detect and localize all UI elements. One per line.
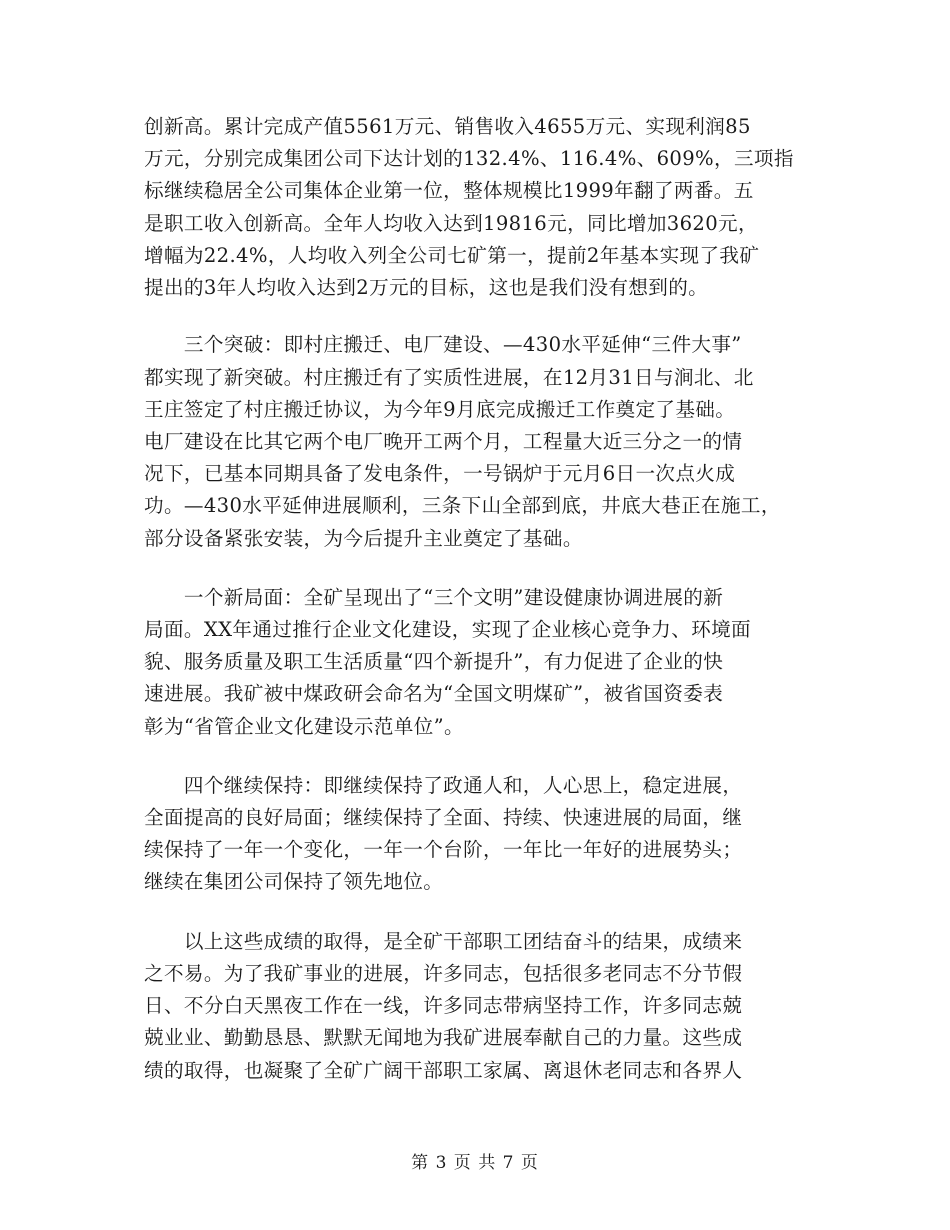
text-line: 局面。XX年通过推行企业文化建设，实现了企业核心竞争力、环境面 bbox=[144, 618, 751, 641]
text-line: 提出的3年人均收入达到2万元的目标，这也是我们没有想到的。 bbox=[144, 276, 709, 299]
text-line: 貌、服务质量及职工生活质量“四个新提升”，有力促进了企业的快 bbox=[144, 650, 724, 673]
text-line: 继续在集团公司保持了领先地位。 bbox=[144, 870, 444, 893]
text-line: 王庄签定了村庄搬迁协议，为今年9月底完成搬迁工作奠定了基础。 bbox=[144, 398, 736, 421]
text-line: 是职工收入创新高。全年人均收入达到19816元，同比增加3620元， bbox=[144, 212, 758, 235]
text-line: 增幅为22.4%，人均收入列全公司七矿第一，提前2年基本实现了我矿 bbox=[144, 244, 760, 267]
page-number-footer: 第 3 页 共 7 页 bbox=[411, 1153, 539, 1173]
paragraph-first-line: 四个继续保持：即继续保持了政通人和，人心思上，稳定进展， bbox=[144, 774, 743, 797]
text-line: 日、不分白天黑夜工作在一线，许多同志带病坚持工作，许多同志兢 bbox=[144, 994, 743, 1017]
text-line: 部分设备紧张安装，为今后提升主业奠定了基础。 bbox=[144, 527, 583, 550]
text-line: 功。—430水平延伸进展顺利，三条下山全部到底，井底大巷正在施工， bbox=[144, 494, 781, 517]
text-line: 电厂建设在比其它两个电厂晚开工两个月，工程量大近三分之一的情 bbox=[144, 430, 743, 453]
paragraph-first-line: 一个新局面：全矿呈现出了“三个文明”建设健康协调进展的新 bbox=[144, 586, 724, 609]
text-line: 绩的取得，也凝聚了全矿广阔干部职工家属、离退休老同志和各界人 bbox=[144, 1059, 743, 1082]
text-line: 标继续稳居全公司集体企业第一位，整体规模比1999年翻了两番。五 bbox=[144, 179, 754, 202]
text-line: 之不易。为了我矿事业的进展，许多同志，包括很多老同志不分节假 bbox=[144, 962, 743, 985]
paragraph-first-line: 三个突破：即村庄搬迁、电厂建设、—430水平延伸“三件大事” bbox=[144, 333, 742, 356]
text-line: 速进展。我矿被中煤政研会命名为“全国文明煤矿”，被省国资委表 bbox=[144, 682, 724, 705]
text-line: 况下，已基本同期具备了发电条件，一号锅炉于元月6日一次点火成 bbox=[144, 462, 736, 485]
text-line: 彰为“省管企业文化建设示范单位”。 bbox=[144, 715, 464, 738]
text-line: 全面提高的良好局面；继续保持了全面、持续、快速进展的局面，继 bbox=[144, 806, 743, 829]
text-line: 续保持了一年一个变化，一年一个台阶，一年比一年好的进展势头； bbox=[144, 838, 743, 861]
text-line: 都实现了新突破。村庄搬迁有了实质性进展，在12月31日与涧北、北 bbox=[144, 366, 754, 389]
text-line: 兢业业、勤勤恳恳、默默无闻地为我矿进展奉献自己的力量。这些成 bbox=[144, 1026, 743, 1049]
text-line: 创新高。累计完成产值5561万元、销售收入4655万元、实现利润85 bbox=[144, 115, 751, 138]
paragraph-first-line: 以上这些成绩的取得，是全矿干部职工团结奋斗的结果，成绩来 bbox=[144, 930, 743, 953]
text-line: 万元，分别完成集团公司下达计划的132.4%、116.4%、609%，三项指 bbox=[144, 147, 794, 170]
